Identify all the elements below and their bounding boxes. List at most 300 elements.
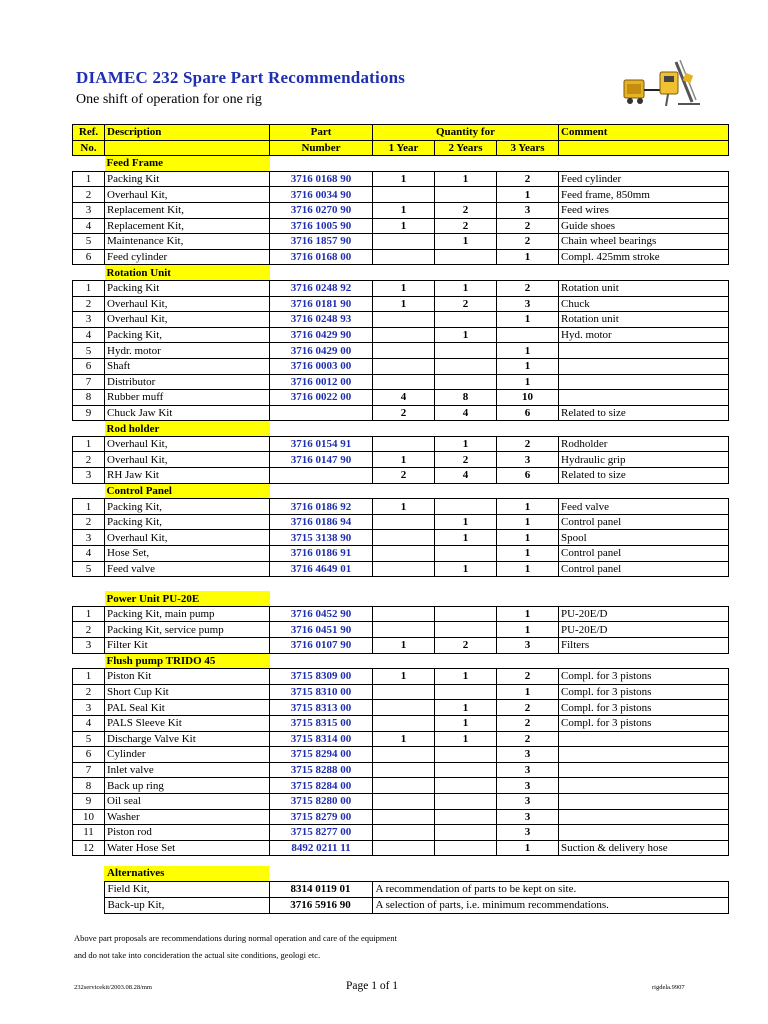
description: Replacement Kit, — [105, 218, 270, 234]
comment: Control panel — [559, 546, 729, 562]
comment: Compl. for 3 pistons — [559, 715, 729, 731]
section-spacer-cell — [559, 591, 729, 606]
ref-no: 4 — [73, 218, 105, 234]
ref-no: 1 — [73, 606, 105, 622]
qty-1-year — [373, 514, 435, 530]
alternatives-row — [72, 882, 728, 898]
comment: Rotation unit — [559, 280, 729, 296]
qty-1-year: 1 — [373, 638, 435, 654]
table-row — [73, 514, 729, 530]
footer-page-number: Page 1 of 1 — [346, 980, 399, 992]
qty-3-years: 1 — [497, 546, 559, 562]
description: Short Cup Kit — [105, 684, 270, 700]
part-number: 3715 8280 00 — [270, 793, 373, 809]
section-spacer-cell — [73, 421, 105, 437]
part-number: 3716 0186 94 — [270, 514, 373, 530]
comment: Filters — [559, 638, 729, 654]
spacer-cell — [105, 577, 270, 592]
section-spacer-cell — [73, 265, 105, 281]
qty-3-years: 1 — [497, 514, 559, 530]
section-spacer-cell — [270, 265, 373, 281]
qty-3-years: 1 — [497, 606, 559, 622]
section-spacer-cell — [559, 156, 729, 172]
table-row — [73, 622, 729, 638]
footer-file-ref: 232servicekit/2003.08.28/mm — [74, 984, 152, 991]
ref-no: 3 — [73, 530, 105, 546]
note-line-1: Above part proposals are recommendations during normal operation and care of the equipment — [74, 933, 397, 943]
qty-2-years: 2 — [435, 452, 497, 468]
alternative-part-number: 3716 5916 90 — [269, 898, 372, 914]
table-row — [73, 343, 729, 359]
ref-no: 2 — [73, 684, 105, 700]
section-spacer-cell — [373, 156, 435, 172]
alternative-description: A selection of parts, i.e. minimum recommendations. — [372, 898, 728, 914]
ref-no: 6 — [73, 249, 105, 265]
qty-1-year — [373, 747, 435, 763]
qty-2-years: 1 — [435, 700, 497, 716]
part-number — [270, 405, 373, 421]
comment — [559, 374, 729, 390]
part-number: 3715 8288 00 — [270, 762, 373, 778]
description: Filter Kit — [105, 638, 270, 654]
qty-3-years: 1 — [497, 499, 559, 515]
comment — [559, 390, 729, 406]
part-number: 3715 8315 00 — [270, 715, 373, 731]
ref-no: 1 — [73, 280, 105, 296]
section-title: Rod holder — [105, 421, 270, 437]
comment: Related to size — [559, 405, 729, 421]
table-header-row-1 — [73, 125, 729, 141]
alternative-name: Field Kit, — [104, 882, 269, 898]
ref-no: 12 — [73, 840, 105, 856]
qty-1-year: 2 — [373, 405, 435, 421]
ref-no: 1 — [73, 499, 105, 515]
alternatives-table — [72, 866, 729, 914]
header-3-years: 3 Years — [497, 140, 559, 156]
description: Discharge Valve Kit — [105, 731, 270, 747]
qty-2-years — [435, 249, 497, 265]
part-number: 3716 0034 90 — [270, 187, 373, 203]
description: Packing Kit — [105, 280, 270, 296]
section-spacer-cell — [270, 653, 373, 669]
comment: Hyd. motor — [559, 327, 729, 343]
qty-1-year — [373, 825, 435, 841]
qty-2-years: 2 — [435, 202, 497, 218]
spare-parts-table — [72, 124, 729, 856]
qty-1-year — [373, 327, 435, 343]
table-row — [73, 762, 729, 778]
description: Overhaul Kit, — [105, 530, 270, 546]
qty-2-years — [435, 187, 497, 203]
table-row — [73, 638, 729, 654]
ref-no: 4 — [73, 546, 105, 562]
description: Oil seal — [105, 793, 270, 809]
qty-3-years: 2 — [497, 280, 559, 296]
description: Overhaul Kit, — [105, 296, 270, 312]
table-row — [73, 546, 729, 562]
ref-no: 10 — [73, 809, 105, 825]
description: Distributor — [105, 374, 270, 390]
description: Overhaul Kit, — [105, 312, 270, 328]
ref-no: 4 — [73, 327, 105, 343]
section-spacer-cell — [435, 156, 497, 172]
ref-no: 8 — [73, 778, 105, 794]
part-number: 3716 0154 91 — [270, 436, 373, 452]
qty-2-years — [435, 778, 497, 794]
section-spacer — [73, 577, 729, 592]
description: Shaft — [105, 358, 270, 374]
part-number: 3716 0248 92 — [270, 280, 373, 296]
section-spacer-cell — [373, 653, 435, 669]
description: PAL Seal Kit — [105, 700, 270, 716]
qty-3-years: 1 — [497, 561, 559, 577]
section-spacer-cell — [435, 421, 497, 437]
qty-3-years — [497, 327, 559, 343]
description: Packing Kit, — [105, 514, 270, 530]
alternative-part-number: 8314 0119 01 — [269, 882, 372, 898]
comment: Suction & delivery hose — [559, 840, 729, 856]
qty-1-year — [373, 343, 435, 359]
comment — [559, 809, 729, 825]
qty-1-year: 1 — [373, 669, 435, 685]
section-spacer-cell — [373, 591, 435, 606]
qty-2-years — [435, 684, 497, 700]
description: Packing Kit, — [105, 499, 270, 515]
ref-no: 2 — [73, 187, 105, 203]
ref-no: 7 — [73, 374, 105, 390]
qty-3-years: 3 — [497, 762, 559, 778]
alternatives-row — [72, 898, 728, 914]
qty-2-years: 1 — [435, 171, 497, 187]
comment — [559, 778, 729, 794]
table-header-row-2 — [73, 140, 729, 156]
comment: Feed cylinder — [559, 171, 729, 187]
table-row — [73, 202, 729, 218]
section-title: Control Panel — [105, 483, 270, 499]
qty-3-years: 6 — [497, 405, 559, 421]
ref-no: 9 — [73, 405, 105, 421]
qty-1-year — [373, 312, 435, 328]
section-spacer-cell — [435, 653, 497, 669]
part-number: 3716 0168 00 — [270, 249, 373, 265]
qty-3-years: 2 — [497, 436, 559, 452]
qty-1-year: 1 — [373, 280, 435, 296]
table-row — [73, 171, 729, 187]
section-header-row — [73, 483, 729, 499]
section-title: Power Unit PU-20E — [105, 591, 270, 606]
qty-1-year: 4 — [373, 390, 435, 406]
qty-1-year: 1 — [373, 296, 435, 312]
ref-no: 3 — [73, 638, 105, 654]
comment — [559, 358, 729, 374]
qty-2-years — [435, 312, 497, 328]
section-spacer-cell — [559, 265, 729, 281]
qty-2-years — [435, 825, 497, 841]
comment: Feed frame, 850mm — [559, 187, 729, 203]
description: Replacement Kit, — [105, 202, 270, 218]
footer-doc-ref: rigdela.9907 — [652, 984, 685, 991]
comment: Hydraulic grip — [559, 452, 729, 468]
table-row — [73, 840, 729, 856]
qty-3-years: 3 — [497, 638, 559, 654]
qty-3-years: 3 — [497, 825, 559, 841]
header-1-year: 1 Year — [373, 140, 435, 156]
qty-2-years: 2 — [435, 296, 497, 312]
comment: Chain wheel bearings — [559, 234, 729, 250]
table-row — [73, 218, 729, 234]
comment: Spool — [559, 530, 729, 546]
qty-3-years: 3 — [497, 809, 559, 825]
part-number: 3716 0429 00 — [270, 343, 373, 359]
ref-no: 11 — [73, 825, 105, 841]
section-spacer-cell — [73, 591, 105, 606]
comment: Rotation unit — [559, 312, 729, 328]
qty-2-years — [435, 358, 497, 374]
qty-2-years — [435, 499, 497, 515]
description: Piston rod — [105, 825, 270, 841]
table-row — [73, 747, 729, 763]
table-row — [73, 731, 729, 747]
section-spacer-cell — [373, 483, 435, 499]
part-number: 3715 8284 00 — [270, 778, 373, 794]
comment: Compl. for 3 pistons — [559, 669, 729, 685]
ref-no: 6 — [73, 358, 105, 374]
comment: Chuck — [559, 296, 729, 312]
description: Water Hose Set — [105, 840, 270, 856]
description: Hose Set, — [105, 546, 270, 562]
qty-3-years: 2 — [497, 731, 559, 747]
ref-no: 1 — [73, 436, 105, 452]
table-row — [73, 405, 729, 421]
description: Washer — [105, 809, 270, 825]
part-number: 3716 0147 90 — [270, 452, 373, 468]
header-empty — [105, 140, 270, 156]
alternatives-heading: Alternatives — [104, 866, 269, 882]
comment: Compl. 425mm stroke — [559, 249, 729, 265]
part-number: 3716 0186 92 — [270, 499, 373, 515]
alternative-name: Back-up Kit, — [104, 898, 269, 914]
qty-1-year — [373, 374, 435, 390]
qty-1-year — [373, 809, 435, 825]
drill-rig-photo-icon — [618, 50, 704, 114]
section-title: Flush pump TRIDO 45 — [105, 653, 270, 669]
table-row — [73, 187, 729, 203]
qty-3-years: 2 — [497, 218, 559, 234]
part-number: 3716 1005 90 — [270, 218, 373, 234]
qty-3-years: 3 — [497, 778, 559, 794]
note-line-2: and do not take into concideration the actual site conditions, geologi etc. — [74, 950, 321, 960]
qty-2-years: 1 — [435, 731, 497, 747]
qty-3-years: 3 — [497, 452, 559, 468]
document-title: DIAMEC 232 Spare Part Recommendations — [76, 68, 406, 87]
part-number: 3716 0107 90 — [270, 638, 373, 654]
table-row — [73, 700, 729, 716]
ref-no: 5 — [73, 731, 105, 747]
qty-2-years: 2 — [435, 218, 497, 234]
part-number: 3716 0452 90 — [270, 606, 373, 622]
qty-2-years: 8 — [435, 390, 497, 406]
header-quantity-for: Quantity for — [373, 125, 559, 141]
description: Overhaul Kit, — [105, 452, 270, 468]
comment: Control panel — [559, 561, 729, 577]
qty-3-years: 2 — [497, 715, 559, 731]
qty-1-year — [373, 840, 435, 856]
part-number: 3716 4649 01 — [270, 561, 373, 577]
qty-3-years: 1 — [497, 530, 559, 546]
qty-1-year — [373, 715, 435, 731]
table-row — [73, 390, 729, 406]
ref-no: 2 — [73, 622, 105, 638]
qty-2-years: 2 — [435, 638, 497, 654]
spacer-cell — [373, 577, 435, 592]
part-number — [270, 468, 373, 484]
qty-1-year — [373, 561, 435, 577]
qty-2-years — [435, 606, 497, 622]
ref-no: 1 — [73, 669, 105, 685]
section-spacer-cell — [270, 156, 373, 172]
description: Overhaul Kit, — [105, 187, 270, 203]
section-title: Feed Frame — [105, 156, 270, 172]
qty-2-years: 1 — [435, 514, 497, 530]
ref-no: 3 — [73, 700, 105, 716]
qty-2-years: 1 — [435, 280, 497, 296]
section-spacer-cell — [270, 591, 373, 606]
comment — [559, 762, 729, 778]
ref-no: 9 — [73, 793, 105, 809]
part-number: 3715 8277 00 — [270, 825, 373, 841]
qty-2-years: 4 — [435, 405, 497, 421]
qty-2-years: 1 — [435, 436, 497, 452]
section-spacer-cell — [73, 156, 105, 172]
spacer-cell — [73, 577, 105, 592]
description: Back up ring — [105, 778, 270, 794]
part-number: 3716 0168 90 — [270, 171, 373, 187]
qty-3-years: 1 — [497, 249, 559, 265]
ref-no: 6 — [73, 747, 105, 763]
section-spacer-cell — [373, 421, 435, 437]
table-row — [73, 809, 729, 825]
section-title: Rotation Unit — [105, 265, 270, 281]
qty-1-year — [373, 546, 435, 562]
part-number: 3716 0186 91 — [270, 546, 373, 562]
comment: Compl. for 3 pistons — [559, 700, 729, 716]
section-spacer-cell — [497, 156, 559, 172]
section-header-row — [73, 156, 729, 172]
qty-1-year — [373, 234, 435, 250]
qty-3-years: 1 — [497, 312, 559, 328]
section-spacer-cell — [270, 421, 373, 437]
table-row — [73, 715, 729, 731]
qty-3-years: 3 — [497, 747, 559, 763]
alternatives-heading-row — [72, 866, 728, 882]
part-number: 3715 8314 00 — [270, 731, 373, 747]
header-part: Part — [270, 125, 373, 141]
part-number: 3715 8294 00 — [270, 747, 373, 763]
qty-2-years: 4 — [435, 468, 497, 484]
description: Overhaul Kit, — [105, 436, 270, 452]
description: Chuck Jaw Kit — [105, 405, 270, 421]
section-header-row — [73, 421, 729, 437]
qty-2-years — [435, 343, 497, 359]
part-number: 3715 8310 00 — [270, 684, 373, 700]
qty-2-years — [435, 546, 497, 562]
qty-1-year: 1 — [373, 452, 435, 468]
comment: Related to size — [559, 468, 729, 484]
qty-1-year — [373, 249, 435, 265]
table-row — [73, 669, 729, 685]
comment — [559, 747, 729, 763]
description: Maintenance Kit, — [105, 234, 270, 250]
table-row — [73, 374, 729, 390]
description: Rubber muff — [105, 390, 270, 406]
table-row — [73, 436, 729, 452]
table-row — [73, 234, 729, 250]
part-number: 3716 0429 90 — [270, 327, 373, 343]
part-number: 3715 8309 00 — [270, 669, 373, 685]
qty-3-years: 3 — [497, 202, 559, 218]
qty-2-years — [435, 374, 497, 390]
table-row — [73, 499, 729, 515]
section-spacer-cell — [559, 653, 729, 669]
comment: PU-20E/D — [559, 622, 729, 638]
header-ref: Ref. — [73, 125, 105, 141]
qty-3-years: 2 — [497, 234, 559, 250]
section-spacer-cell — [435, 591, 497, 606]
table-row — [73, 793, 729, 809]
table-row — [73, 249, 729, 265]
section-spacer-cell — [497, 653, 559, 669]
comment — [559, 731, 729, 747]
comment: Feed valve — [559, 499, 729, 515]
header-2-years: 2 Years — [435, 140, 497, 156]
description: Piston Kit — [105, 669, 270, 685]
qty-2-years: 1 — [435, 715, 497, 731]
alternatives-blank-cell — [72, 898, 104, 914]
qty-1-year — [373, 436, 435, 452]
ref-no: 5 — [73, 343, 105, 359]
part-number: 3716 0022 00 — [270, 390, 373, 406]
section-spacer-cell — [373, 265, 435, 281]
ref-no: 4 — [73, 715, 105, 731]
part-number: 3716 0012 00 — [270, 374, 373, 390]
section-header-row — [73, 591, 729, 606]
section-spacer-cell — [559, 421, 729, 437]
qty-3-years: 2 — [497, 669, 559, 685]
document-subtitle: One shift of operation for one rig — [76, 92, 262, 107]
ref-no: 2 — [73, 296, 105, 312]
qty-3-years: 1 — [497, 840, 559, 856]
description: Packing Kit, — [105, 327, 270, 343]
comment: Guide shoes — [559, 218, 729, 234]
qty-1-year: 2 — [373, 468, 435, 484]
table-row — [73, 468, 729, 484]
qty-1-year — [373, 793, 435, 809]
table-row — [73, 280, 729, 296]
qty-1-year — [373, 684, 435, 700]
table-row — [73, 327, 729, 343]
qty-2-years: 1 — [435, 669, 497, 685]
qty-2-years: 1 — [435, 530, 497, 546]
part-number: 3716 0248 93 — [270, 312, 373, 328]
section-spacer-cell — [497, 421, 559, 437]
qty-1-year — [373, 358, 435, 374]
ref-no: 7 — [73, 762, 105, 778]
spacer-cell — [559, 577, 729, 592]
header-no: No. — [73, 140, 105, 156]
description: Packing Kit — [105, 171, 270, 187]
alternatives-blank-cell — [72, 882, 104, 898]
ref-no: 3 — [73, 202, 105, 218]
